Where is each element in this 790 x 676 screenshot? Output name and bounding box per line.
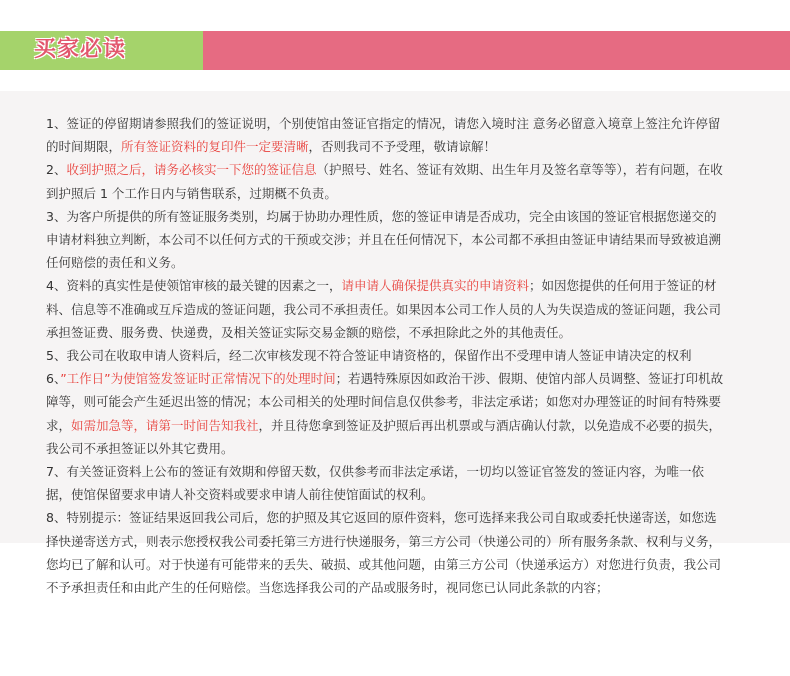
notice-1-text-end: ，否则我司不予受理，敬请谅解！ [308, 139, 497, 155]
notice-item-7: 7、有关签证资料上公布的签证有效期和停留天数，仅供参考而非法定承诺，一切均以签证官签发的签证内容，为唯一依据，使馆保留要求申请人补交资料或要求申请人前往使馆面试的权利。 [46, 464, 704, 503]
notice-4-text: 4、资料的真实性是使领馆审核的最关键的因素之一， [46, 278, 342, 294]
notice-1-highlight: 所有签证资料的复印件一定要清晰 [121, 139, 309, 155]
banner-pink-block [203, 31, 790, 70]
notice-2-number: 2、 [46, 162, 67, 178]
notice-1-text: 1、签证的停留期请参照我们的签证说明，个别使馆由签证官指定的情况，请您入境时注 意务必留意入境章上签注允许停留的时间期限， [46, 116, 721, 155]
header-banner [0, 31, 790, 70]
notice-4-highlight: 请申请人确保提供真实的申请资料 [341, 278, 529, 294]
notice-content [46, 112, 726, 599]
notice-2-text: （护照号、姓名、签证有效期、出生年月及签名章等等），若有问题，在收到护照后 1 个工作日内与销售联系，过期概不负责。 [46, 162, 723, 201]
notice-6-number: 6、 [46, 371, 61, 387]
notice-item-4 [46, 274, 726, 344]
notice-item-3: 3、为客户所提供的所有签证服务类别，均属于协助办理性质，您的签证申请是否成功，完全由该国的签证官根据您递交的申请材料独立判断，本公司不以任何方式的干预或交涉；并且在任何情况下，本公司都不承担由签证申请结果而导致被追溯任何赔偿的责任和义务。 [46, 208, 722, 271]
notice-6-text: ；若遇特殊原因如政治干涉、假期、使馆内部人员调整、签证打印机故障等，则可能会产生延迟出签的情况；本公司相关的处理时间信息仅供参考，非法定承诺；如您对办理签证的时间有特殊要求， [46, 371, 724, 433]
notice-6-highlight-2: 如需加急等，请第一时间告知我社 [71, 417, 259, 433]
notice-item-6 [46, 367, 726, 460]
notice-2-highlight: 收到护照之后，请务必核实一下您的签证信息 [66, 162, 317, 178]
notice-6-highlight: ”工作日”为使馆签发签证时正常情况下的处理时间 [60, 371, 336, 387]
notice-item-8: 8、特别提示：签证结果返回我公司后，您的护照及其它返回的原件资料，您可选择来我公司自取或委托快递寄送，如您选择快递寄送方式，则表示您授权我公司委托第三方进行快递服务，第三方公司（快递公司的）所有服务条款、权利与义务，您均已了解和认可。对于快递有可能带来的丢失、破损、或其他问题，由第三方公司（快递承运方）对您进行负责，我公司不予承担责任和由此产生的任何赔偿。当您选择我公司的产品或服务时，视同您已认同此条款的内容； [46, 510, 722, 596]
notice-item-1 [46, 112, 726, 158]
notice-item-2 [46, 158, 726, 204]
banner-title: 买家必读 [34, 37, 127, 62]
notice-item-5: 5、我公司在收取申请人资料后，经二次审核发现不符合签证申请资格的，保留作出不受理申请人签证申请决定的权利 [46, 348, 692, 364]
notice-4-text-end: ；如因您提供的任何用于签证的材料、信息等不准确或互斥造成的签证问题，我公司不承担责任。如果因本公司工作人员的人为失误造成的签证问题，我公司承担签证费、服务费、快递费，及相关签证实际交易金额的赔偿，不承担除此之外的其他责任。 [46, 278, 722, 340]
notice-6-text-end: ，并且待您拿到签证及护照后再出机票或与酒店确认付款，以免造成不必要的损失，我公司不承担签证以外其它费用。 [46, 417, 722, 456]
